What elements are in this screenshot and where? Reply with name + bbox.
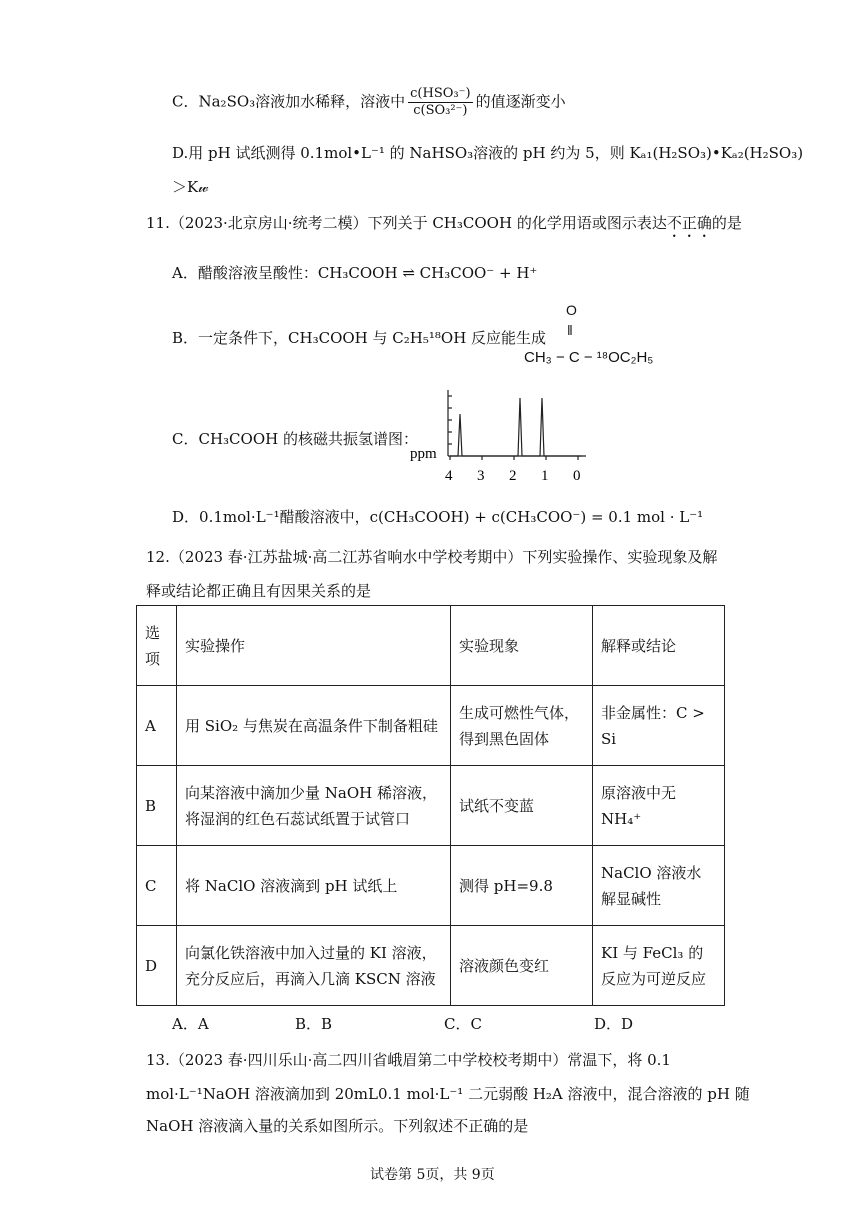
- nmr-tick: 0: [573, 468, 581, 484]
- nmr-tick: 1: [541, 468, 549, 484]
- nmr-tick: 3: [477, 468, 485, 484]
- fraction: $\frac{\text{c(HSO₃⁻)}}{\text{c(SO₃²⁻)}}$: [410, 86, 471, 118]
- structure-ester: CH₃ − C − ¹⁸OC₂H₅: [524, 349, 654, 366]
- nmr-tick: 4: [445, 468, 453, 484]
- header-phenomenon: 实验现象: [451, 606, 593, 686]
- q11-option-a: A．醋酸溶液呈酸性：CH₃COOH ⇌ CH₃COO⁻ + H⁺: [172, 264, 538, 282]
- q12-option-c: C．C: [444, 1015, 482, 1033]
- q10-option-c: C．Na₂SO₃溶液加水稀释，溶液中 $\frac{\text{c(HSO₃⁻)}}{\text{c(SO₃²⁻)}}$ 的值逐渐变小: [172, 86, 566, 118]
- table-row: C 将 NaClO 溶液滴到 pH 试纸上 测得 pH=9.8 NaClO 溶液水解显碱性: [137, 846, 725, 926]
- table-row: B 向某溶液中滴加少量 NaOH 稀溶液，将湿润的红色石蕊试纸置于试管口 试纸不变蓝 原溶液中无 NH₄⁺: [137, 766, 725, 846]
- q13-stem-line3: NaOH 溶液滴入量的关系如图所示。下列叙述不正确的是: [146, 1117, 529, 1135]
- nmr-peaks: [450, 398, 582, 456]
- page-footer: 试卷第 5页，共 9页: [370, 1167, 495, 1183]
- table-header-row: [137, 606, 725, 686]
- q10-option-d-line1: D.用 pH 试纸测得 0.1mol•L⁻¹ 的 NaHSO₃溶液的 pH 约为 5，则 Kₐ₁(H₂SO₃)•Kₐ₂(H₂SO₃): [172, 144, 804, 162]
- q10-option-d-line2: ＞K𝓌: [172, 178, 209, 196]
- q11-option-d: D．0.1mol·L⁻¹醋酸溶液中，c(CH₃COOH) + c(CH₃COO⁻) = 0.1 mol · L⁻¹: [172, 508, 704, 526]
- q13-stem-line1: 13.（2023 春·四川乐山·高二四川省峨眉第二中学校校考期中）常温下，将 0.1: [146, 1051, 671, 1069]
- q12-option-d: D．D: [594, 1015, 634, 1033]
- q11-option-b: B．一定条件下，CH₃COOH 与 C₂H₅¹⁸OH 反应能生成: [172, 329, 547, 347]
- header-operation: 实验操作: [177, 606, 451, 686]
- table-row: A 用 SiO₂ 与焦炭在高温条件下制备粗硅 生成可燃性气体，得到黑色固体 非金属性：C > Si: [137, 686, 725, 766]
- table-row: D 向氯化铁溶液中加入过量的 KI 溶液，充分反应后，再滴入几滴 KSCN 溶液 溶液颜色变红 KI 与 FeCl₃ 的反应为可逆反应: [137, 926, 725, 1006]
- emphasis-text: 不正确: [666, 214, 712, 232]
- header-conclusion: 解释或结论: [593, 606, 725, 686]
- q12-stem-line1: 12.（2023 春·江苏盐城·高二江苏省响水中学校考期中）下列实验操作、实验现象及解: [146, 548, 718, 566]
- structure-o: O: [566, 302, 577, 318]
- q11-option-c: C．CH₃COOH 的核磁共振氢谱图：: [172, 430, 418, 448]
- structure-double-bond: ‖: [567, 322, 573, 338]
- q11-stem: 11.（2023·北京房山·统考二模）下列关于 CH₃COOH 的化学用语或图示表达不正确的是: [146, 214, 742, 232]
- q13-stem-line2: mol·L⁻¹NaOH 溶液滴加到 20mL0.1 mol·L⁻¹ 二元弱酸 H₂A 溶液中，混合溶液的 pH 随: [146, 1085, 750, 1103]
- q12-option-b: B．B: [295, 1015, 333, 1033]
- experiment-table: [136, 605, 725, 1006]
- q12-option-a: A．A: [172, 1015, 209, 1033]
- nmr-spectrum: [410, 384, 600, 484]
- nmr-ppm-label: ppm: [410, 446, 437, 462]
- header-option: 选项: [137, 606, 177, 686]
- q12-stem-line2: 释或结论都正确且有因果关系的是: [146, 582, 372, 600]
- nmr-tick: 2: [509, 468, 517, 484]
